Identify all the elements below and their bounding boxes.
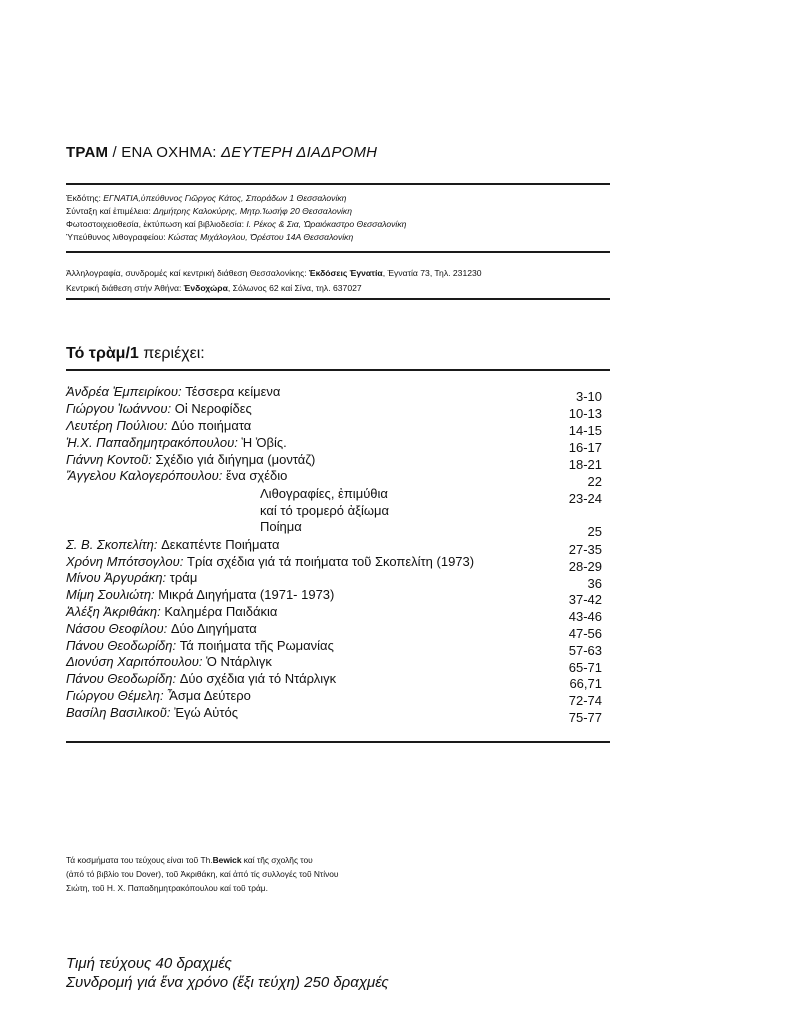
contact-distributor-name: Ἐνδοχώρα	[183, 283, 228, 293]
toc-entry	[66, 688, 251, 703]
toc-pages: 37-42	[568, 592, 602, 607]
contact-line-2	[66, 281, 362, 296]
subscription-price: Συνδρομή γιά ἕνα χρόνο (ἕξι τεύχη) 250 δραχμές	[66, 974, 389, 991]
toc-pages: 57-63	[568, 643, 602, 658]
credits-line-3: Σιώτη, τοῦ Η. Χ. Παπαδημητρακόπουλου καί τοῦ τράμ.	[66, 883, 268, 894]
toc-pages: 72-74	[568, 693, 602, 708]
toc-entry	[260, 486, 388, 501]
toc-entry	[66, 452, 315, 467]
toc-work: Μικρά Διηγήματα (1971- 1973)	[158, 587, 335, 602]
toc-work: Τέσσερα κείμενα	[185, 384, 281, 399]
title-bold: ΤΡΑΜ	[66, 144, 109, 161]
toc-work: Δεκαπέντε Ποιήματα	[161, 537, 280, 552]
toc-work: Τά ποιήματα τῆς Ρωμανίας	[179, 638, 334, 653]
toc-pages: 25	[587, 524, 602, 539]
rule-contact	[66, 298, 610, 300]
publisher-value: ΕΓΝΑΤΙΑ,ὑπεύθυνος Γιῶργος Κάτος, Σποράδων 1 Θεσσαλονίκη	[103, 193, 347, 203]
toc-entry	[66, 570, 197, 585]
toc-entry	[66, 468, 287, 483]
publisher-label: Ὑπεύθυνος λιθογραφείου:	[66, 232, 169, 242]
publisher-label: Φωτοστοιχειοθεσία, ἐκτύπωση καί βιβλιοδεσία:	[66, 219, 247, 229]
toc-pages: 22	[587, 474, 602, 489]
toc-pages: 10-13	[568, 406, 602, 421]
toc-work: Ποίημα	[260, 519, 302, 534]
toc-work: Δύο σχέδια γιά τό Ντάρλιγκ	[179, 671, 337, 686]
toc-work: Σχέδιο γιά διήγημα (μοντάζ)	[155, 452, 316, 467]
toc-entry	[260, 519, 302, 534]
publisher-value: Δημήτρης Καλοκύρης, Μητρ.Ἰωσήφ 20 Θεσσαλονίκη	[153, 206, 352, 216]
rule-contents	[66, 369, 610, 371]
toc-work: Δύο Διηγήματα	[170, 621, 257, 636]
publisher-line-3	[66, 218, 406, 231]
title-italic: ΔΕΥΤΕΡΗ ΔΙΑΔΡΟΜΗ	[221, 144, 378, 161]
credits-note	[66, 853, 339, 896]
toc-work: Δύο ποιήματα	[171, 418, 252, 433]
toc-author: Μίμη Σουλιώτη:	[66, 587, 159, 602]
toc-entry	[66, 654, 272, 669]
toc-author: Ἡ.Χ. Παπαδημητρακόπουλου:	[66, 435, 242, 450]
contact-text: , Ἐγνατία 73, Τηλ. 231230	[382, 268, 482, 278]
publisher-value: Ι. Ρέκος & Σια, Ὡραιόκαστρο Θεσσαλονίκη	[246, 219, 407, 229]
toc-work: τράμ	[169, 570, 198, 585]
contact-publisher-name: Ἐκδόσεις Ἐγνατία	[309, 268, 383, 278]
toc-author: Χρόνη Μπότσογλου:	[66, 554, 187, 569]
toc-pages: 28-29	[568, 559, 602, 574]
credits-text: καί τῆς σχολῆς του	[241, 855, 313, 865]
toc-entry	[66, 554, 474, 569]
toc-author: Μίνου Ἀργυράκη:	[66, 570, 170, 585]
toc-author: Πάνου Θεοδωρίδη:	[66, 638, 180, 653]
toc-entry	[66, 401, 252, 416]
toc-work: Ἐγώ Αὐτός	[174, 705, 238, 720]
toc-author: Νάσου Θεοφίλου:	[66, 621, 171, 636]
contact-text: Ἀλληλογραφία, συνδρομές καί κεντρική διάθεση Θεσσαλονίκης:	[66, 268, 310, 278]
toc-work: Τρία σχέδια γιά τά ποιήματα τοῦ Σκοπελίτη (1973)	[187, 554, 475, 569]
contact-text: , Σόλωνος 62 καί Σίνα, τηλ. 637027	[227, 283, 362, 293]
publisher-label: Ἐκδότης:	[66, 193, 104, 203]
credits-line-2: (ἀπό τό βιβλίο του Dover), τοῦ Ἀκριθάκη, καί ἀπό τίς συλλογές τοῦ Ντίνου	[66, 869, 339, 880]
toc-author: Σ. Β. Σκοπελίτη:	[66, 537, 162, 552]
toc-author: Βασίλη Βασιλικοῦ:	[66, 705, 175, 720]
magazine-title	[66, 144, 377, 161]
publisher-value: Κώστας Μιχάλογλου, Ὀρέστου 14Α Θεσσαλονίκη	[168, 232, 354, 242]
toc-pages: 65-71	[568, 660, 602, 675]
toc-pages: 75-77	[568, 710, 602, 725]
rule-publisher	[66, 251, 610, 253]
toc-pages: 47-56	[568, 626, 602, 641]
toc-pages: 43-46	[568, 609, 602, 624]
toc-author: Ἀλέξη Ἀκριθάκη:	[66, 604, 165, 619]
title-separator: / ΕΝΑ ΟΧΗΜΑ:	[108, 144, 222, 161]
toc-entry	[66, 435, 287, 450]
toc-work: Καλημέρα Παιδάκια	[164, 604, 278, 619]
toc-author: Ἄγγελου Καλογερόπουλου:	[66, 468, 226, 483]
toc-pages: 14-15	[568, 423, 602, 438]
toc-pages: 23-24	[568, 491, 602, 506]
toc-entry	[66, 537, 279, 552]
toc-work: καί τό τρομερό ἀξίωμα	[260, 503, 389, 518]
toc-author: Ἀνδρέα Ἐμπειρίκου:	[66, 384, 186, 399]
toc-pages: 3-10	[575, 389, 602, 404]
publisher-line-4	[66, 231, 353, 244]
credits-artist: Bewick	[212, 855, 242, 865]
toc-pages: 66,71	[569, 676, 602, 691]
publisher-line-1	[66, 192, 346, 205]
contact-line-1	[66, 266, 482, 281]
contents-heading-bold: Τό τρὰμ/1	[66, 345, 139, 362]
toc-pages: 36	[587, 576, 602, 591]
toc-author: Διονύση Χαριτόπουλου:	[66, 654, 207, 669]
contents-heading-rest: περιέχει:	[138, 345, 205, 362]
toc-author: Γιάννη Κοντοῦ:	[66, 452, 156, 467]
toc-entry	[66, 418, 251, 433]
toc-pages: 27-35	[568, 542, 602, 557]
credits-line-1	[66, 853, 339, 867]
contact-text: Κεντρική διάθεση στήν Ἀθήνα:	[66, 283, 184, 293]
toc-author: Γιώργου Ἰωάννου:	[66, 401, 175, 416]
toc-pages: 18-21	[568, 457, 602, 472]
contents-heading	[66, 345, 205, 363]
toc-work: Ἡ Ὀβίς.	[241, 435, 287, 450]
toc-work: ἕνα σχέδιο	[225, 468, 288, 483]
toc-author: Πάνου Θεοδωρίδη:	[66, 671, 180, 686]
publisher-line-2	[66, 205, 352, 218]
toc-work: Ἆσμα Δεύτερο	[167, 688, 251, 703]
toc-pages: 16-17	[568, 440, 602, 455]
publisher-label: Σύνταξη καί ἐπιμέλεια:	[66, 206, 154, 216]
toc-entry	[66, 587, 334, 602]
toc-work: Λιθογραφίες, ἐπιμύθια	[260, 486, 388, 501]
issue-price: Τιμή τεύχους 40 δραχμές	[66, 955, 232, 972]
toc-author: Λευτέρη Πούλιου:	[66, 418, 172, 433]
toc-entry	[66, 384, 280, 399]
rule-top	[66, 183, 610, 185]
toc-entry	[66, 705, 238, 720]
toc-entry	[260, 503, 389, 518]
credits-text: Τά κοσμήματα του τεύχους είναι τοῦ Th.	[66, 855, 213, 865]
toc-work: Ὁ Ντάρλιγκ	[206, 654, 272, 669]
toc-entry	[66, 604, 277, 619]
toc-work: Οἱ Νεροφίδες	[174, 401, 252, 416]
rule-contents-end	[66, 741, 610, 743]
toc-entry	[66, 671, 336, 686]
toc-author: Γιώργου Θέμελη:	[66, 688, 168, 703]
toc-entry	[66, 638, 334, 653]
toc-entry	[66, 621, 257, 636]
